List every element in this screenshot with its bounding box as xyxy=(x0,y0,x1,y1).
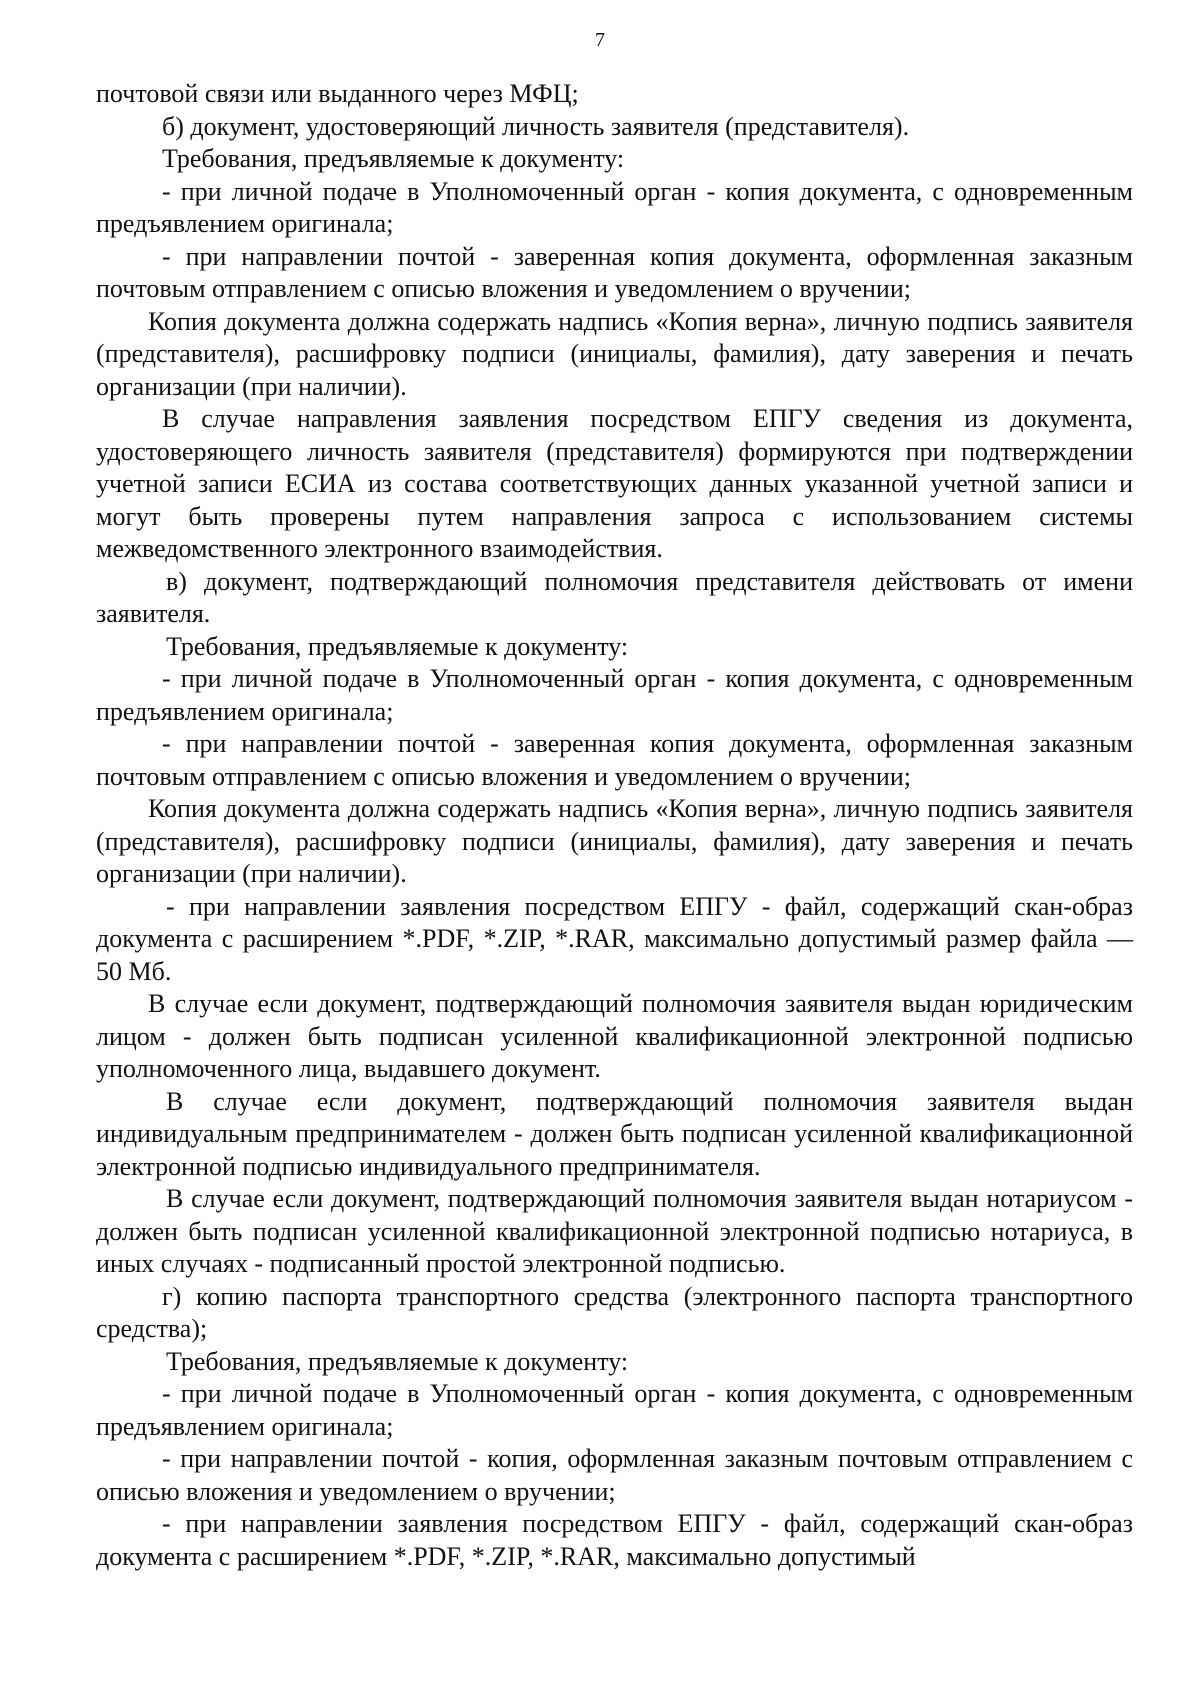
paragraph: - при направлении почтой - заверенная копия документа, оформленная заказным почтовым отправлением с описью вложения и уведомлением о вручении; xyxy=(96,241,1133,303)
paragraph: Требования, предъявляемые к документу: xyxy=(166,631,629,661)
paragraph: - при личной подаче в Уполномоченный орган - копия документа, с одновременным предъявлением оригинала; xyxy=(96,1379,1133,1441)
paragraph: В случае направления заявления посредством ЕПГУ сведения из документа, удостоверяющего личность заявителя (представителя) формируются при подтверждении учетной записи ЕСИА из состава соответствующих данных указанной учетной записи и могут быть проверены путем направления запроса с использованием системы межведомственного электронного взаимодействия. xyxy=(96,404,1133,563)
paragraph: - при личной подаче в Уполномоченный орган - копия документа, с одновременным предъявлением оригинала; xyxy=(96,176,1133,238)
paragraph: в) документ, подтверждающий полномочия представителя действовать от имени заявителя. xyxy=(96,566,1133,628)
paragraph: - при направлении почтой - заверенная копия документа, оформленная заказным почтовым отправлением с описью вложения и уведомлением о вручении; xyxy=(96,729,1133,791)
paragraph: - при направлении почтой - копия, оформленная заказным почтовым отправлением с описью вложения и уведомлением о вручении; xyxy=(96,1444,1133,1506)
paragraph: В случае если документ, подтверждающий полномочия заявителя выдан нотариусом - должен быть подписан усиленной квалификационной электронной подписью нотариуса, в иных случаях - подписанный простой электронной подписью. xyxy=(96,1184,1133,1278)
paragraph: - при направлении заявления посредством ЕПГУ - файл, содержащий скан-образ документа с расширением *.PDF, *.ZIP, *.RAR, максимально допустимый размер файла — 50 Мб. xyxy=(96,891,1133,986)
paragraph: Требования, предъявляемые к документу: xyxy=(162,144,625,173)
paragraph: - при направлении заявления посредством ЕПГУ - файл, содержащий скан-образ документа с расширением *.PDF, *.ZIP, *.RAR, максимально допустимый xyxy=(96,1509,1133,1571)
paragraph: Требования, предъявляемые к документу: xyxy=(166,1346,629,1376)
paragraph: В случае если документ, подтверждающий полномочия заявителя выдан юридическим лицом - должен быть подписан усиленной квалификационной электронной подписью уполномоченного лица, выдавшего документ. xyxy=(96,989,1133,1083)
paragraph: - при личной подаче в Уполномоченный орган - копия документа, с одновременным предъявлением оригинала; xyxy=(96,664,1133,726)
paragraph: б) документ, удостоверяющий личность заявителя (представителя). xyxy=(162,111,910,141)
paragraph: г) копию паспорта транспортного средства (электронного паспорта транспортного средства); xyxy=(96,1281,1133,1343)
paragraph: Копия документа должна содержать надпись «Копия верна», личную подпись заявителя (представителя), расшифровку подписи (инициалы, фамилия), дату заверения и печать организации (при наличии). xyxy=(96,306,1133,401)
document-body xyxy=(96,78,1133,1573)
paragraph: В случае если документ, подтверждающий полномочия заявителя выдан индивидуальным предпринимателем - должен быть подписан усиленной квалификационной электронной подписью индивидуального предпринимателя. xyxy=(96,1086,1133,1181)
page-number: 7 xyxy=(595,29,605,51)
paragraph: почтовой связи или выданного через МФЦ; xyxy=(96,79,579,108)
paragraph: Копия документа должна содержать надпись «Копия верна», личную подпись заявителя (представителя), расшифровку подписи (инициалы, фамилия), дату заверения и печать организации (при наличии). xyxy=(96,794,1133,888)
